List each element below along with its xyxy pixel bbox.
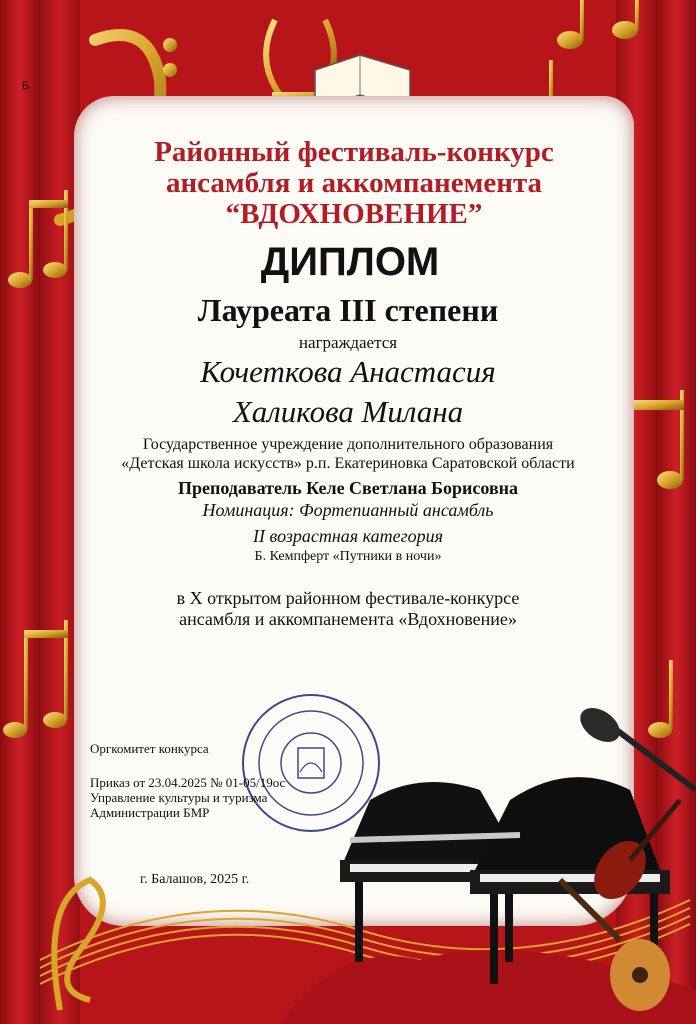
teacher-name: Преподаватель Келе Светлана Борисовна: [177, 478, 519, 498]
laureate-degree: Лауреата III степени: [197, 292, 499, 328]
microphone-icon: [574, 701, 696, 790]
diploma-title: ДИПЛОМ: [260, 240, 440, 284]
age-category: II возрастная категория: [253, 526, 443, 546]
recipient-name-2: Халикова Милана: [232, 394, 464, 429]
corner-mark: Б: [22, 80, 30, 92]
piece-title: Б. Кемпферт «Путники в ночи»: [254, 549, 442, 564]
order-reference: Приказ от 23.04.2025 № 01-05/19ос: [90, 775, 286, 790]
department-line1: Управление культуры и туризма: [90, 790, 268, 805]
department-line2: Администрации БМР: [90, 805, 210, 820]
official-seal: [240, 692, 382, 834]
institution-line2: «Детская школа искусств» р.п. Екатериновка Саратовской области: [121, 455, 575, 472]
institution-line1: Государственное учреждение дополнительного образования: [142, 436, 554, 453]
event-line1: в X открытом районном фестивале-конкурсе: [176, 588, 520, 608]
festival-title-line2: ансамбля и аккомпанемента: [165, 167, 543, 199]
festival-title-line1: Районный фестиваль-конкурс: [154, 136, 554, 168]
place-date: г. Балашов, 2025 г.: [140, 872, 250, 887]
awarded-label: награждается: [298, 333, 398, 352]
event-line2: ансамбля и аккомпанемента «Вдохновение»: [179, 609, 517, 629]
recipient-name-1: Кочеткова Анастасия: [200, 354, 496, 389]
festival-name: “ВДОХНОВЕНИЕ”: [225, 198, 483, 230]
nomination: Номинация: Фортепианный ансамбль: [202, 500, 494, 520]
committee-label: Оргкомитет конкурса: [90, 741, 209, 756]
